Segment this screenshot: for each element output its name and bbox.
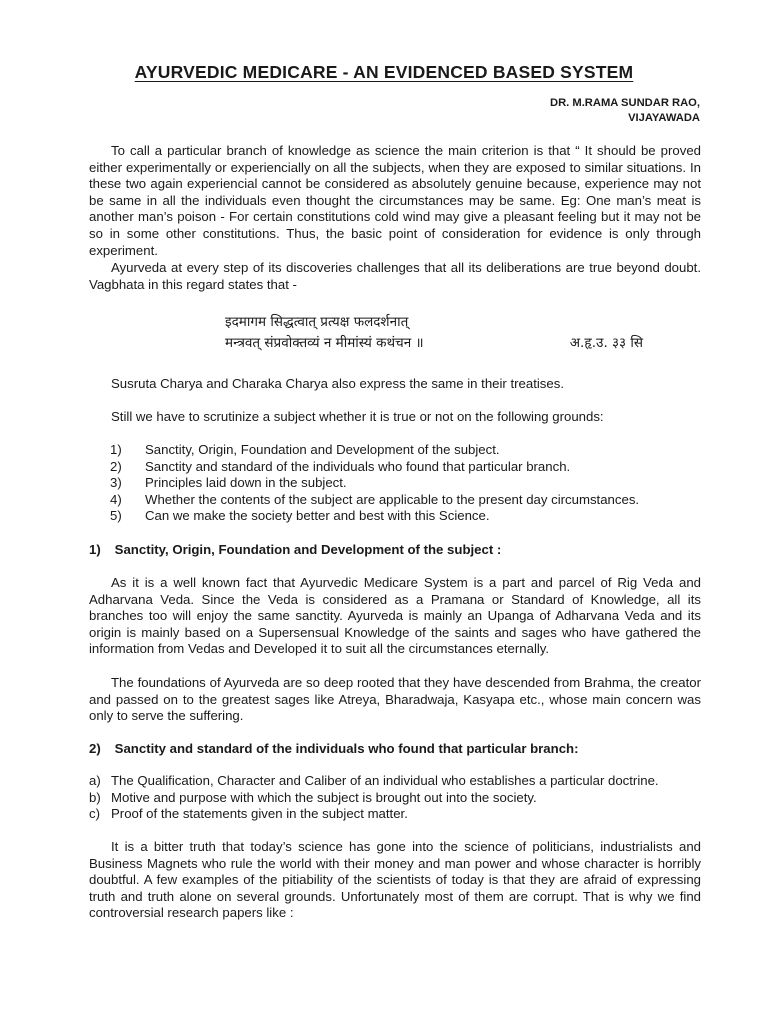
list-number: 5) bbox=[110, 508, 122, 524]
list-letter: a) bbox=[89, 773, 101, 788]
author-block bbox=[400, 96, 700, 126]
verse-line-1-text: इदमागम सिद्धत्वात् प्रत्यक्ष फलदर्शनात् bbox=[225, 314, 409, 330]
list-text: Motive and purpose with which the subject is brought out into the society. bbox=[111, 789, 537, 805]
list-text: Can we make the society better and best with this Science. bbox=[145, 508, 490, 524]
list-text: Sanctity, Origin, Foundation and Development of the subject. bbox=[145, 442, 500, 457]
list-item bbox=[89, 790, 701, 807]
verse-line-1 bbox=[225, 312, 645, 333]
susruta-paragraph: Susruta Charya and Charaka Charya also express the same in their treatises. bbox=[111, 376, 564, 391]
section-2-heading bbox=[89, 741, 701, 758]
list-item bbox=[89, 806, 701, 823]
veda-paragraph: As it is a well known fact that Ayurvedic Medicare System is a part and parcel of Rig Veda and Adharvana Veda. Since the Veda is considered as a Pramana or Standard of Knowledge, all its branches too will enjoy the same sanctity. Ayurveda is mainly an Upanga of Adharvana Veda and its origin is mainly based on a Supersensual Knowledge of the saints and sages who have gathered the information from Vedas and Developed it to suit all the circumstances eternally. bbox=[89, 575, 701, 657]
section-1-number: 1) bbox=[89, 542, 101, 557]
list-number: 2) bbox=[110, 458, 122, 474]
section-2-title: Sanctity and standard of the individuals who found that particular branch: bbox=[114, 741, 579, 756]
sanskrit-verse bbox=[225, 312, 645, 354]
list-letter: c) bbox=[89, 806, 100, 822]
list-text: Proof of the statements given in the subject matter. bbox=[111, 806, 408, 822]
grounds-list bbox=[89, 442, 701, 525]
verse-reference: अ.हृ.उ. ३३ सि bbox=[569, 335, 643, 351]
verse-line-2 bbox=[225, 333, 645, 354]
section-2-number: 2) bbox=[89, 741, 101, 756]
list-number: 4) bbox=[110, 491, 122, 507]
vagbhata-paragraph: Ayurveda at every step of its discoveries challenges that all its deliberations are true beyond doubt. Vagbhata in this regard states that - bbox=[89, 260, 701, 292]
verse-line-2-text: मन्त्रवत् संप्रवोक्तव्यं न मीमांस्यं कथंचन ॥ bbox=[225, 335, 424, 351]
list-item bbox=[89, 508, 701, 525]
document-title: AYURVEDIC MEDICARE - AN EVIDENCED BASED SYSTEM bbox=[134, 62, 634, 82]
scrutinize-paragraph: Still we have to scrutinize a subject whether it is true or not on the following grounds: bbox=[111, 409, 604, 424]
section-1-title: Sanctity, Origin, Foundation and Development of the subject : bbox=[114, 542, 502, 557]
author-place: VIJAYAWADA bbox=[628, 112, 700, 124]
list-item bbox=[89, 492, 701, 509]
list-text: Principles laid down in the subject. bbox=[145, 475, 347, 491]
author-name: DR. M.RAMA SUNDAR RAO, bbox=[550, 97, 700, 109]
foundations-paragraph: The foundations of Ayurveda are so deep rooted that they have descended from Brahma, the creator and passed on to the greatest sages like Atreya, Bharadwaja, Kasyapa etc., whose main concern was only to serve the suffering. bbox=[89, 675, 701, 724]
bitter-truth-paragraph: It is a bitter truth that today’s science has gone into the science of politicians, industrialists and Business Magnets who rule the world with their money and man power and whose character is horribly doubtful. A few examples of the pitiability of the scientists of today is that they are afraid of expressing truth and truth alone on several grounds. Unfortunately most of them are corrupt. That is why we find controversial research papers like : bbox=[89, 839, 701, 921]
list-number: 1) bbox=[110, 442, 122, 457]
criteria-list bbox=[89, 773, 701, 823]
intro-paragraph: To call a particular branch of knowledge as science the main criterion is that “ It should be proved either experimentally or experiencially on all the subjects, when they are exposed to similar situations. In these two again experiencial cannot be considered as absolutely genuine because, experience may not be same in all the individuals even thought the circumstances may be same. Eg: One man’s meat is another man’s poison - For certain constitutions cold wind may give a pleasant feeling but it may not be so in some other constitutions. Thus, the basic point of consideration for evidence is only through experiment. bbox=[89, 143, 701, 258]
list-number: 3) bbox=[110, 475, 122, 491]
list-text: Sanctity and standard of the individuals who found that particular branch. bbox=[145, 458, 571, 474]
list-letter: b) bbox=[89, 789, 101, 805]
list-item bbox=[89, 773, 701, 790]
list-text: Whether the contents of the subject are applicable to the present day circumstances. bbox=[145, 491, 640, 507]
list-item bbox=[89, 442, 701, 459]
section-1-heading bbox=[89, 542, 701, 559]
list-text: The Qualification, Character and Caliber of an individual who establishes a particular doctrine. bbox=[111, 773, 659, 788]
list-item bbox=[89, 475, 701, 492]
list-item bbox=[89, 459, 701, 476]
